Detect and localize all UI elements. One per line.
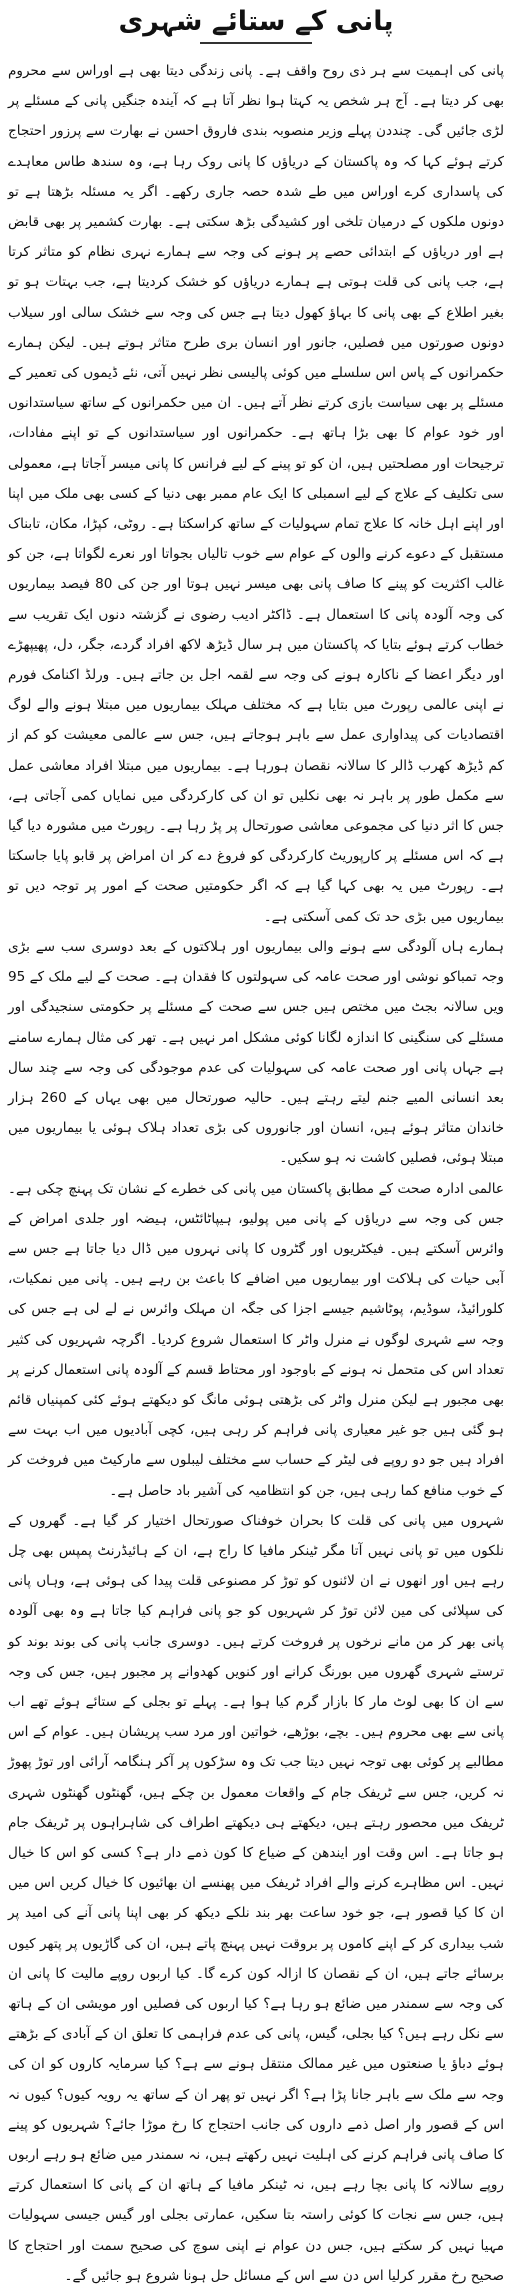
article-paragraph-4: شہروں میں پانی کی قلت کا بحران خوفناک صورتحال اختیار کر گیا ہے۔ گھروں کے نلکوں میں تو پانی نہیں آتا مگر ٹینکر مافیا کا راج ہے، ان کے ہائیڈرنٹ پمپس بھی چل رہے ہیں اور انھوں نے ان لائنوں کو توڑ کر مصنوعی قلت پیدا کی ہوئی ہے، وہاں پانی کی سپلائی کی مین لائن توڑ کر شہریوں کو جو پانی فراہم کیا جاتا ہے وہ بھی آلودہ پانی بھر کر من مانے نرخوں پر فروخت کرتے ہیں۔ دوسری جانب پانی کی بوند بوند کو ترستے شہری گھروں میں بورنگ کرانے اور کنویں کھدوانے پر مجبور ہیں، جس کی وجہ سے ان کا بھی لوٹ مار کا بازار گرم کیا ہوا ہے۔ پہلے تو بجلی کے ستائے ہوئے تھے اب پانی سے بھی محروم ہیں۔ بچے، بوڑھے، خواتین اور مرد سب پریشان ہیں۔ عوام کے اس مطالبے پر کوئی بھی توجہ نہیں دیتا جب تک وہ سڑکوں پر آکر ہنگامہ آرائی اور توڑ پھوڑ نہ کریں، جس سے ٹریفک جام کے واقعات معمول بن چکے ہیں، گھنٹوں گھنٹوں شہری ٹریفک میں محصور رہتے ہیں، دیکھتے ہی دیکھتے اطراف کی شاہراہوں پر ٹریفک جام ہو جاتا ہے۔ اس وقت اور ایندھن کے ضیاع کا کون ذمے دار ہے؟ کسی کو اس کا خیال نہیں۔ اس مظاہرے کرنے والے افراد ٹریفک میں پھنسے ان بھائیوں کا خیال کریں اس میں ان کا کیا قصور ہے، جو خود ساعت بھر بند نلکے دیکھ کر بھی اپنا پانی آنے کی امید پر شب بیداری کر کے اپنے کاموں پر بروقت نہیں پہنچ پاتے ہیں، ان کی گاڑیوں پر پتھر کیوں برسائے جاتے ہیں، ان کے نقصان کا ازالہ کون کرے گا۔ کیا اربوں روپے مالیت کا پانی ان کی وجہ سے سمندر میں ضائع ہو رہا ہے؟ کیا اربوں کی فصلیں اور مویشی ان کے ہاتھ سے نکل رہے ہیں؟ کیا بجلی، گیس، پانی کی عدم فراہمی کا تعلق ان کے آبادی کے بڑھتے ہوئے دباؤ یا صنعتوں میں غیر ممالک منتقل ہونے سے ہے؟ کیا سرمایہ کاروں کو ان کی وجہ سے ملک سے باہر جانا پڑا ہے؟ اگر نہیں تو پھر ان کے ساتھ یہ رویہ کیوں؟ کیوں نہ اس کے قصور وار اصل ذمے داروں کی جانب احتجاج کا رخ موڑا جائے؟ شہریوں کو پینے کا صاف پانی فراہم کرنے کی اہلیت نہیں رکھتے ہیں، نہ سمندر میں ضائع ہو رہے اربوں روپے سالانہ کا پانی بچا رہے ہیں، نہ ٹینکر مافیا کے ہاتھ ان کے پانی کا استعمال کرتے ہیں، جس سے نجات کا کوئی راستہ بتا سکیں، عمارتی بجلی اور گیس جیسی سہولیات مہیا نہیں کر سکتے ہیں، جس دن عوام نے اپنی سوچ کی صحیح سمت اور احتجاج کا صحیح رخ مقرر کرلیا اس دن سے اس کے مسائل حل ہونا شروع ہو جائیں گے۔ [8,1512,504,2284]
article-paragraph-1: پانی کی اہمیت سے ہر ذی روح واقف ہے۔ پانی زندگی دیتا بھی ہے اوراس سے محروم بھی کر دیتا ہے۔ آج ہر شخص یہ کہتا ہوا نظر آتا ہے کہ آیندہ جنگیں پانی کے مسئلے پر لڑی جائیں گی۔ چنددن پہلے وزیر منصوبہ بندی فاروق احسن نے بھارت سے پرزور احتجاج کرتے ہوئے کہا کہ وہ پاکستان کے دریاؤں کا پانی روک رہا ہے، وہ سندھ طاس معاہدے کی پاسداری کرے اوراس میں طے شدہ حصہ جاری رکھے۔ اگر یہ مسئلہ بڑھتا ہے تو دونوں ملکوں کے درمیان تلخی اور کشیدگی بڑھ سکتی ہے۔ بھارت کشمیر پر بھی قابض ہے اور دریاؤں کے ابتدائی حصے پر ہونے کی وجہ سے ہمارے نہری نظام کو متاثر کرتا ہے، جب پانی کی قلت ہوتی ہے ہمارے دریاؤں کو خشک کردیتا ہے، جب بہتات ہو تو بغیر اطلاع کے بھی پانی کا بہاؤ کھول دیتا ہے جس کی وجہ سے خشک سالی اور سیلاب دونوں صورتوں میں فصلیں، جانور اور انسان بری طرح متاثر ہوتے ہیں۔ لیکن ہمارے حکمرانوں کے پاس اس سلسلے میں کوئی پالیسی نظر نہیں آتی، نئے ڈیموں کی تعمیر کے مسئلے پر بھی سیاست بازی کرتے نظر آتے ہیں۔ ان میں حکمرانوں کے ساتھ سیاستدانوں اور خود عوام کا بھی بڑا ہاتھ ہے۔ حکمرانوں اور سیاستدانوں کے تو اپنے مفادات، ترجیحات اور مصلحتیں ہیں، ان کو تو پینے کے لیے فرانس کا پانی میسر آجاتا ہے، معمولی سی تکلیف کے علاج کے لیے اسمبلی کا ایک عام ممبر بھی دنیا کے کسی بھی ملک میں اپنا اور اپنے اہل خانہ کا علاج تمام سہولیات کے ساتھ کراسکتا ہے۔ روٹی، کپڑا، مکان، تابناک مستقبل کے دعوے کرنے والوں کے عوام سے خوب تالیاں بجواتا اور نعرے لگواتا ہے، جن کو غالب اکثریت کو پینے کا صاف پانی بھی میسر نہیں ہوتا اور جن کی 80 فیصد بیماریوں کی وجہ آلودہ پانی کا استعمال ہے۔ ڈاکٹر ادیب رضوی نے گزشتہ دنوں ایک تقریب سے خطاب کرتے ہوئے بتایا کہ پاکستان میں ہر سال ڈیڑھ لاکھ افراد گردے، جگر، دل، پھیپھڑے اور دیگر اعضا کے ناکارہ ہونے کی وجہ سے لقمہ اجل بن جاتے ہیں۔ ورلڈ اکنامک فورم نے اپنی عالمی رپورٹ میں بتایا ہے کہ مختلف مہلک بیماریوں میں مبتلا ہونے والے لوگ اقتصادیات کی پیداواری عمل سے باہر ہوجاتے ہیں، جس سے عالمی معیشت کو کم از کم ڈیڑھ کھرب ڈالر کا سالانہ نقصان ہورہا ہے۔ بیماریوں میں مبتلا افراد معاشی عمل سے مکمل طور پر باہر نہ بھی نکلیں تو ان کی کارکردگی میں نمایاں کمی آجاتی ہے، جس کا اثر دنیا کی مجموعی معاشی صورتحال پر پڑ رہا ہے۔ رپورٹ میں مشورہ دیا گیا ہے کہ اس مسئلے پر کارپوریٹ کارکردگی کو فروغ دے کر ان امراض پر قابو پایا جاسکتا ہے۔ رپورٹ میں یہ بھی کہا گیا ہے کہ اگر حکومتیں صحت کے امور پر توجہ دیں تو بیماریوں میں بڑی حد تک کمی آسکتی ہے۔ [8,63,504,925]
article-body [8,56,504,2291]
title-underline [200,42,312,44]
article-paragraph-2: ہمارے ہاں آلودگی سے ہونے والی بیماریوں اور ہلاکتوں کے بعد دوسری سب سے بڑی وجہ تمباکو نوشی اور صحت عامہ کی سہولتوں کا فقدان ہے۔ صحت کے لیے ملک کے 95 ویں سالانہ بجٹ میں مختص ہیں جس سے صحت کے مسئلے پر حکومتی سنجیدگی اور مسئلے کی سنگینی کا اندازہ لگانا کوئی مشکل امر نہیں ہے۔ تھر کی مثال ہمارے سامنے ہے جہاں پانی اور صحت عامہ کی سہولیات کی عدم موجودگی کی وجہ سے چند سال بعد انسانی المیے جنم لیتے رہتے ہیں۔ حالیہ صورتحال میں بھی یہاں کے 260 ہزار خاندان متاثر ہوئے ہیں، انسان اور جانوروں کی بڑی تعداد ہلاک ہوئی یا بیماریوں میں مبتلا ہوئی، فصلیں کاشت نہ ہو سکیں۔ [8,938,504,1167]
article-title: پانی کے ستائے شہری [118,6,394,37]
article-paragraph-3: عالمی ادارہ صحت کے مطابق پاکستان میں پانی کی خطرے کے نشان تک پہنچ چکی ہے۔ جس کی وجہ سے دریاؤں کے پانی میں پولیو، ہیپاٹائٹس، ہیضہ اور جلدی امراض کے وائرس آسکتے ہیں۔ فیکٹریوں اور گٹروں کا پانی نہروں میں ڈال دیا جاتا ہے جس سے آبی حیات کی ہلاکت اور بیماریوں میں اضافے کا باعث بن رہے ہیں۔ پانی میں نمکیات، کلورائیڈ، سوڈیم، پوٹاشیم جیسے اجزا کی جگہ ان مہلک وائرس نے لے لی ہے جس کی وجہ سے شہری لوگوں نے منرل واٹر کا استعمال شروع کردیا۔ اگرچہ شہریوں کی کثیر تعداد اس کی متحمل نہ ہونے کے باوجود اور محتاط قسم کے آلودہ پانی استعمال کرنے پر بھی مجبور ہے لیکن منرل واٹر کی بڑھتی ہوئی مانگ کو دیکھتے ہوئے کئی کمپنیاں قائم ہو گئی ہیں جو غیر معیاری پانی فراہم کر رہی ہیں، کچی آبادیوں میں اب بہت سے افراد ہیں جو دو روپے فی لیٹر کے حساب سے مختلف لیبلوں سے مارکیٹ میں فروخت کر کے خوب منافع کما رہی ہیں، جن کو انتظامیہ کی آشیر باد حاصل ہے۔ [8,1180,504,1499]
